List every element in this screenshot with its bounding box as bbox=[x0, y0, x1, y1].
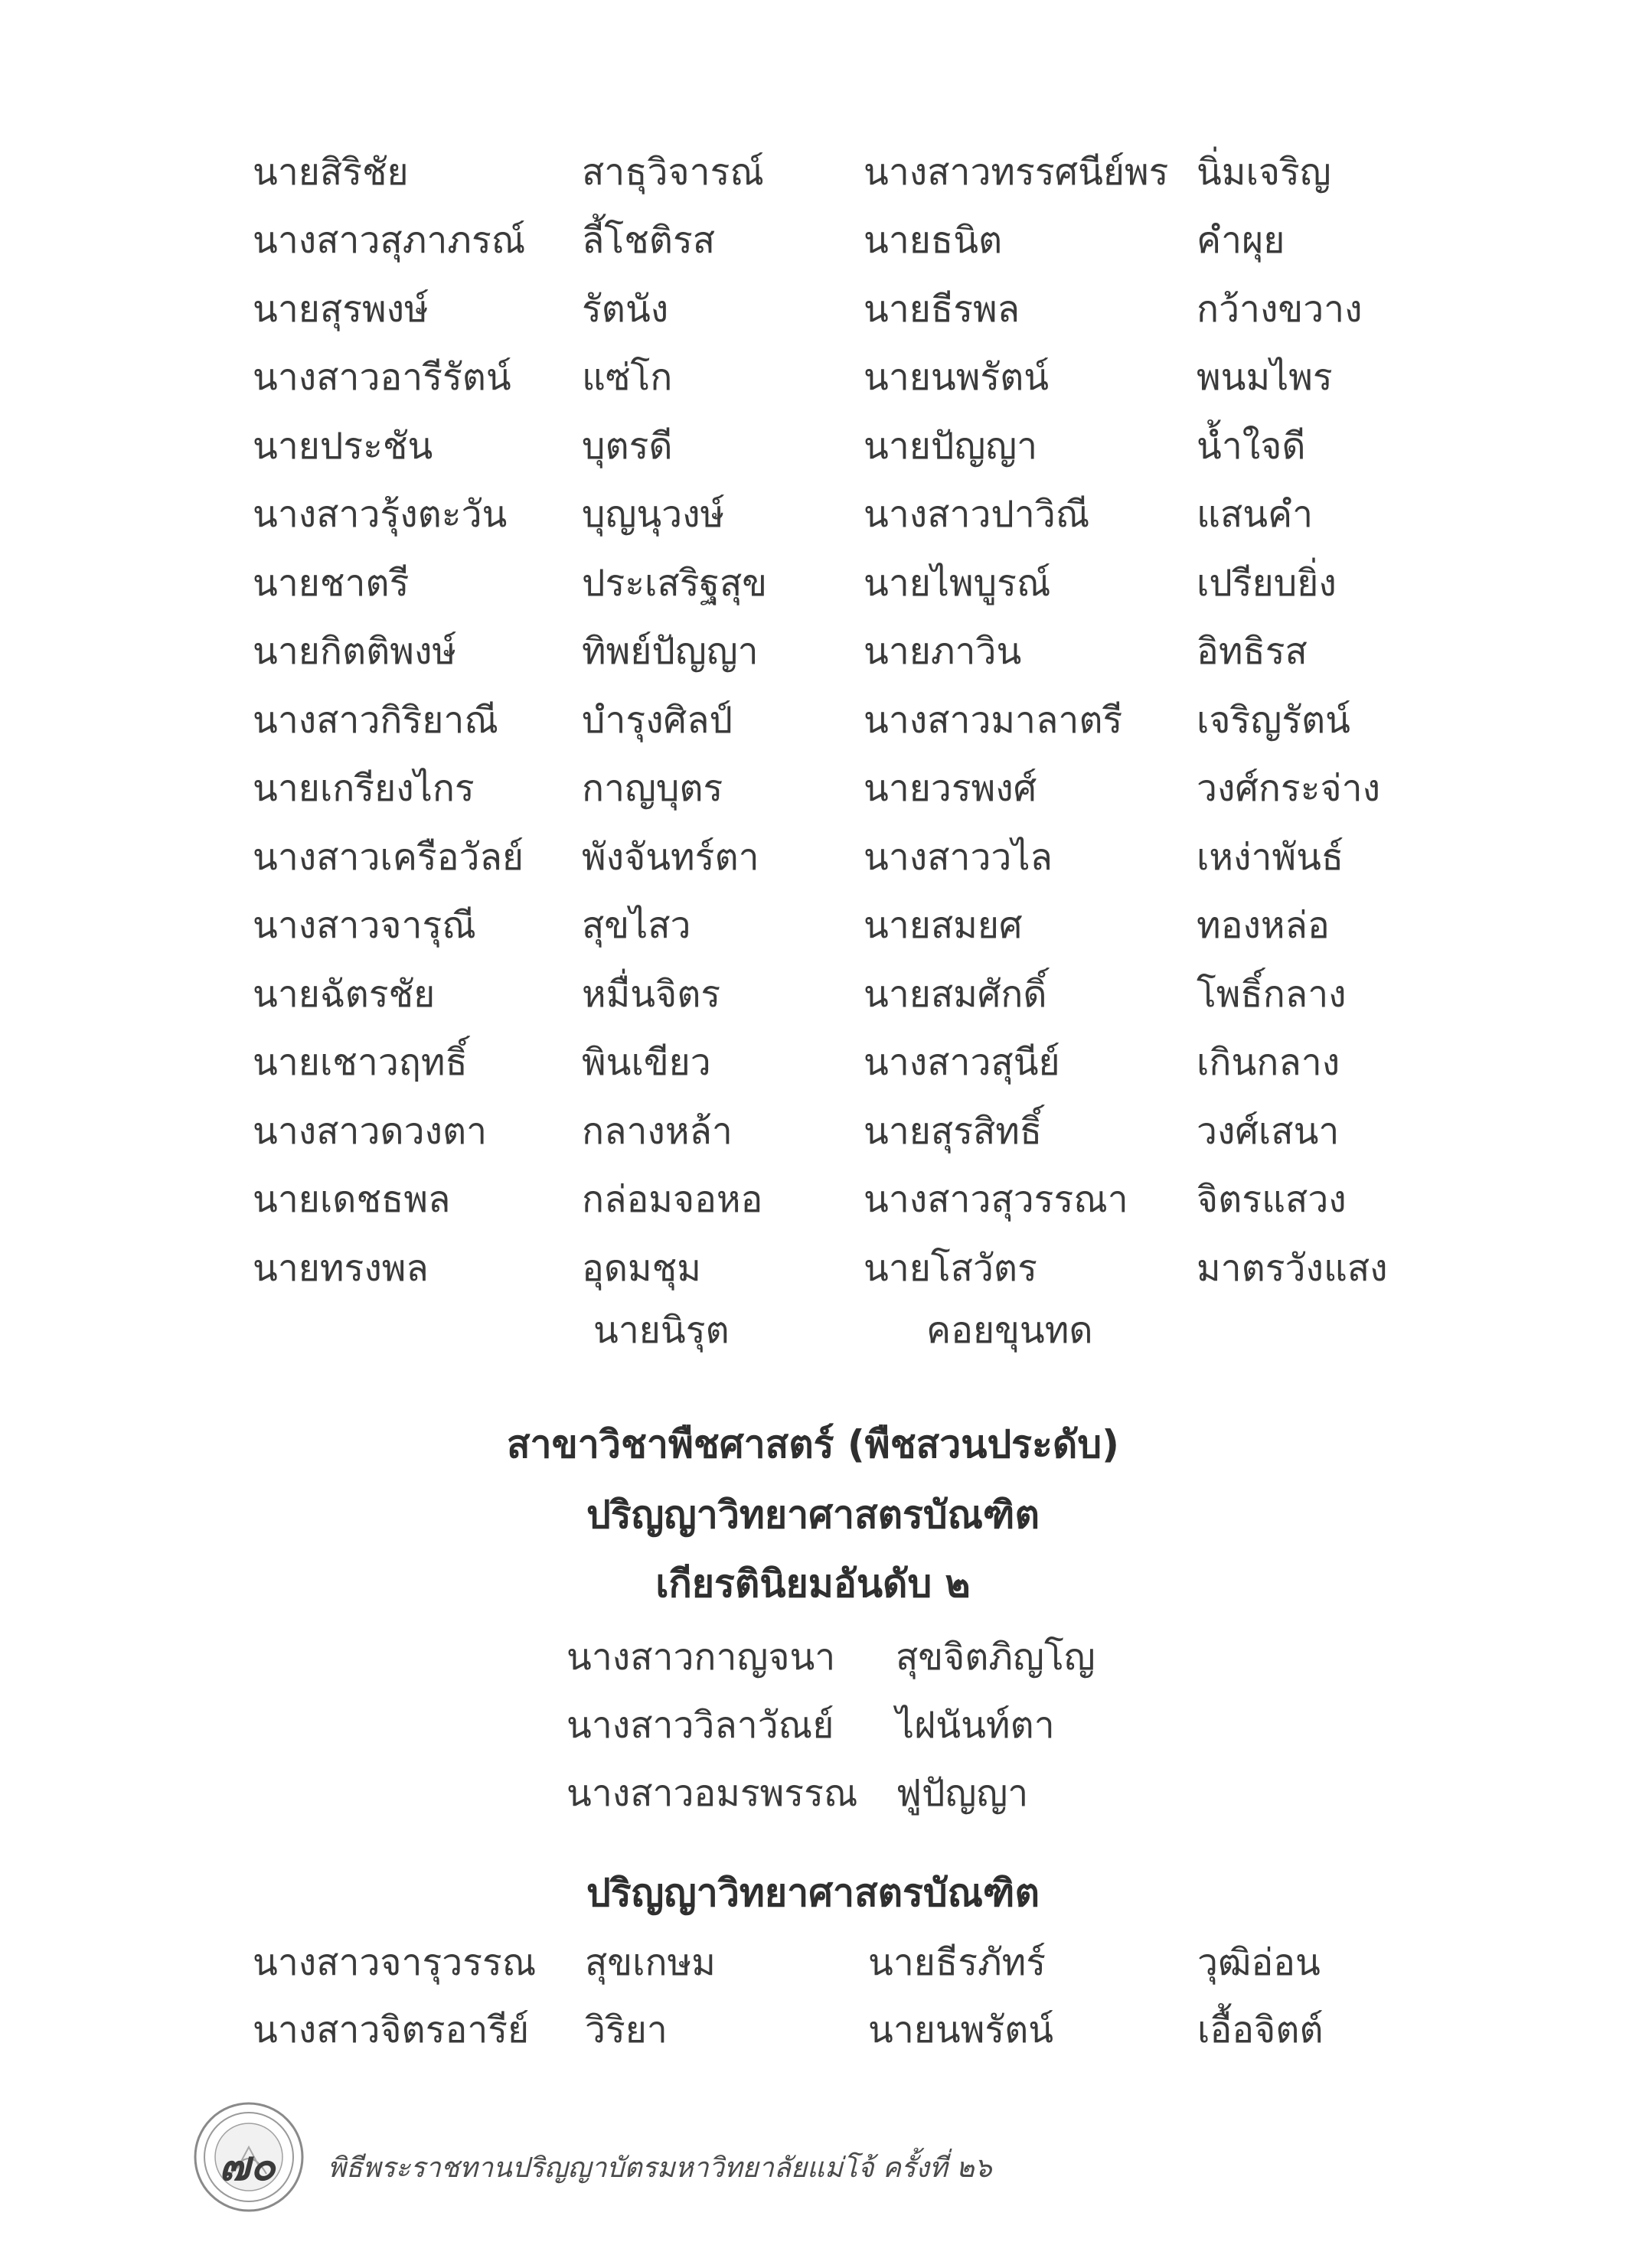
first-name-cell: นางสาวจารุณี bbox=[253, 904, 476, 948]
last-name-cell: แซ่โก bbox=[582, 356, 673, 400]
last-name-cell: แสนคำ bbox=[1197, 493, 1314, 537]
last-name-cell: ฟูปัญญา bbox=[896, 1771, 1029, 1815]
last-name-cell: บุญนุวงษ์ bbox=[582, 493, 725, 537]
table-row bbox=[566, 1623, 1095, 1691]
last-name-cell: วงศ์เสนา bbox=[1197, 1109, 1340, 1153]
last-name-cell: ทองหล่อ bbox=[1197, 904, 1330, 948]
first-name-cell: นายทรงพล bbox=[253, 1246, 429, 1290]
first-name-cell: นายธีรพล bbox=[864, 287, 1020, 331]
first-name-cell: นายสมยศ bbox=[864, 904, 1023, 948]
last-name-cell: เอื้อจิตต์ bbox=[1197, 2009, 1324, 2051]
first-name-cell: นายสมศักดิ์ bbox=[864, 972, 1047, 1016]
extra-last-name: คอยขุนทด bbox=[926, 1309, 1093, 1352]
first-name-cell: นางสาวจารุวรรณ bbox=[253, 1941, 537, 1984]
first-name-cell: นางสาววไล bbox=[864, 835, 1053, 879]
degree-heading-2: ปริญญาวิทยาศาสตรบัณฑิต bbox=[586, 1871, 1040, 1915]
first-name-cell: นายวรพงศ์ bbox=[864, 767, 1037, 811]
first-name-cell: นายธนิต bbox=[864, 219, 1003, 263]
footer-text: พิธีพระราชทานปริญญาบัตรมหาวิทยาลัยแม่โจ้ ครั้งที่ ๒๖ bbox=[328, 2152, 992, 2184]
table-row bbox=[253, 823, 1426, 892]
last-name-cell: วิริยา bbox=[585, 2009, 668, 2051]
first-name-cell: นายสุรพงษ์ bbox=[253, 287, 429, 331]
table-row bbox=[253, 549, 1426, 618]
graduate-name-list bbox=[253, 138, 1426, 1303]
first-name-cell: นายนพรัตน์ bbox=[868, 2009, 1054, 2051]
last-name-cell: เจริญรัตน์ bbox=[1197, 698, 1350, 742]
table-row bbox=[253, 481, 1426, 550]
table-row bbox=[253, 412, 1426, 481]
last-name-cell: ไฝนันท์ตา bbox=[896, 1703, 1055, 1747]
last-name-cell: อิทธิรส bbox=[1197, 630, 1308, 674]
first-name-cell: นายเชาวฤทธิ์ bbox=[253, 1041, 468, 1085]
last-name-cell: สุขไสว bbox=[582, 904, 691, 948]
last-name-cell: คำผุย bbox=[1197, 219, 1285, 263]
first-name-cell: นางสาวสุภาภรณ์ bbox=[253, 219, 526, 263]
last-name-cell: ทิพย์ปัญญา bbox=[582, 630, 759, 674]
last-name-cell: น้ำใจดี bbox=[1197, 424, 1306, 468]
first-name-cell: นายฉัตรชัย bbox=[253, 972, 436, 1016]
first-name-cell: นายธีรภัทร์ bbox=[868, 1941, 1046, 1984]
first-name-cell: นางสาวกาญจนา bbox=[566, 1635, 836, 1679]
last-name-cell: เหง่าพันธ์ bbox=[1197, 835, 1344, 879]
first-name-cell: นายปัญญา bbox=[864, 424, 1038, 468]
table-row bbox=[253, 138, 1426, 207]
last-name-cell: บุตรดี bbox=[582, 424, 673, 468]
first-name-cell: นางสาวเครือวัลย์ bbox=[253, 835, 524, 879]
table-row bbox=[253, 1996, 1324, 2064]
last-name-cell: พังจันทร์ตา bbox=[582, 835, 759, 879]
table-row bbox=[566, 1691, 1095, 1759]
first-name-cell: นางสาวรุ้งตะวัน bbox=[253, 493, 508, 537]
honor-heading: เกียรตินิยมอันดับ ๒ bbox=[655, 1561, 971, 1606]
table-row bbox=[253, 275, 1426, 344]
first-name-cell: นางสาวมาลาตรี bbox=[864, 698, 1123, 742]
honor-name-list bbox=[566, 1623, 1095, 1827]
first-name-cell: นางสาวจิตรอารีย์ bbox=[253, 2009, 530, 2051]
last-name-cell: พินเขียว bbox=[582, 1041, 711, 1085]
first-name-cell: นายประชัน bbox=[253, 424, 433, 468]
last-name-cell: มาตรวังแสง bbox=[1197, 1246, 1388, 1290]
last-name-cell: อุดมชุม bbox=[582, 1246, 701, 1290]
last-name-cell: วงศ์กระจ่าง bbox=[1197, 767, 1380, 811]
last-name-cell: วุฒิอ่อน bbox=[1197, 1941, 1321, 1984]
table-row bbox=[253, 892, 1426, 961]
last-name-cell: จิตรแสวง bbox=[1197, 1178, 1347, 1222]
first-name-cell: นายไพบูรณ์ bbox=[864, 561, 1051, 605]
major-heading: สาขาวิชาพืชศาสตร์ (พืชสวนประดับ) bbox=[507, 1422, 1119, 1467]
first-name-cell: นางสาวสุนีย์ bbox=[864, 1041, 1060, 1085]
table-row bbox=[253, 686, 1426, 755]
last-name-cell: บำรุงศิลป์ bbox=[582, 698, 733, 742]
last-name-cell: สาธุวิจารณ์ bbox=[582, 150, 764, 194]
last-name-cell: นิ่มเจริญ bbox=[1197, 150, 1331, 194]
last-name-cell: กลางหล้า bbox=[582, 1109, 733, 1153]
last-name-cell: ลี้โชติรส bbox=[582, 219, 716, 263]
first-name-cell: นางสาววิลาวัณย์ bbox=[566, 1703, 834, 1747]
table-row bbox=[253, 755, 1426, 824]
table-row bbox=[253, 618, 1426, 687]
table-row bbox=[253, 1097, 1426, 1166]
first-name-cell: นายนพรัตน์ bbox=[864, 356, 1050, 400]
first-name-cell: นายกิตติพงษ์ bbox=[253, 630, 457, 674]
last-name-cell: กล่อมจอหอ bbox=[582, 1178, 763, 1222]
last-name-cell: รัตนัง bbox=[582, 287, 669, 331]
first-name-cell: นายโสวัตร bbox=[864, 1246, 1037, 1290]
table-row bbox=[253, 1234, 1426, 1303]
last-name-cell: หมื่นจิตร bbox=[582, 972, 721, 1016]
first-name-cell: นางสาวทรรศนีย์พร bbox=[864, 150, 1169, 194]
extra-first-name: นายนิรุต bbox=[593, 1309, 730, 1352]
bachelor-name-list bbox=[253, 1929, 1324, 2064]
last-name-cell: กว้างขวาง bbox=[1197, 287, 1363, 331]
table-row bbox=[253, 1929, 1324, 1996]
table-row bbox=[253, 1029, 1426, 1098]
table-row bbox=[253, 344, 1426, 413]
last-name-cell: สุขจิตภิญโญ bbox=[896, 1635, 1095, 1679]
first-name-cell: นายชาตรี bbox=[253, 561, 410, 605]
page-number: ๗๐ bbox=[219, 2142, 276, 2190]
table-row bbox=[253, 207, 1426, 276]
degree-heading: ปริญญาวิทยาศาสตรบัณฑิต bbox=[586, 1493, 1040, 1537]
table-row bbox=[253, 960, 1426, 1029]
first-name-cell: นางสาวปาวิณี bbox=[864, 493, 1090, 537]
table-row bbox=[566, 1759, 1095, 1827]
first-name-cell: นางสาวอมรพรรณ bbox=[566, 1771, 858, 1815]
last-name-cell: เกินกลาง bbox=[1197, 1041, 1340, 1085]
last-name-cell: พนมไพร bbox=[1197, 356, 1333, 400]
last-name-cell: สุขเกษม bbox=[585, 1941, 716, 1984]
first-name-cell: นายเกรียงไกร bbox=[253, 767, 475, 811]
first-name-cell: นางสาวอารีรัตน์ bbox=[253, 356, 511, 400]
first-name-cell: นางสาวดวงตา bbox=[253, 1109, 488, 1153]
last-name-cell: ประเสริฐสุข bbox=[582, 561, 768, 605]
first-name-cell: นายภาวิน bbox=[864, 630, 1022, 674]
first-name-cell: นายสิริชัย bbox=[253, 150, 409, 194]
last-name-cell: โพธิ์กลาง bbox=[1197, 972, 1347, 1016]
first-name-cell: นายเดชธพล bbox=[253, 1178, 451, 1222]
last-name-cell: กาญบุตร bbox=[582, 767, 723, 811]
first-name-cell: นายสุรสิทธิ์ bbox=[864, 1109, 1043, 1153]
first-name-cell: นางสาวสุวรรณา bbox=[864, 1178, 1128, 1222]
last-name-cell: เปรียบยิ่ง bbox=[1197, 561, 1337, 605]
table-row bbox=[253, 1166, 1426, 1235]
first-name-cell: นางสาวกิริยาณี bbox=[253, 698, 498, 742]
